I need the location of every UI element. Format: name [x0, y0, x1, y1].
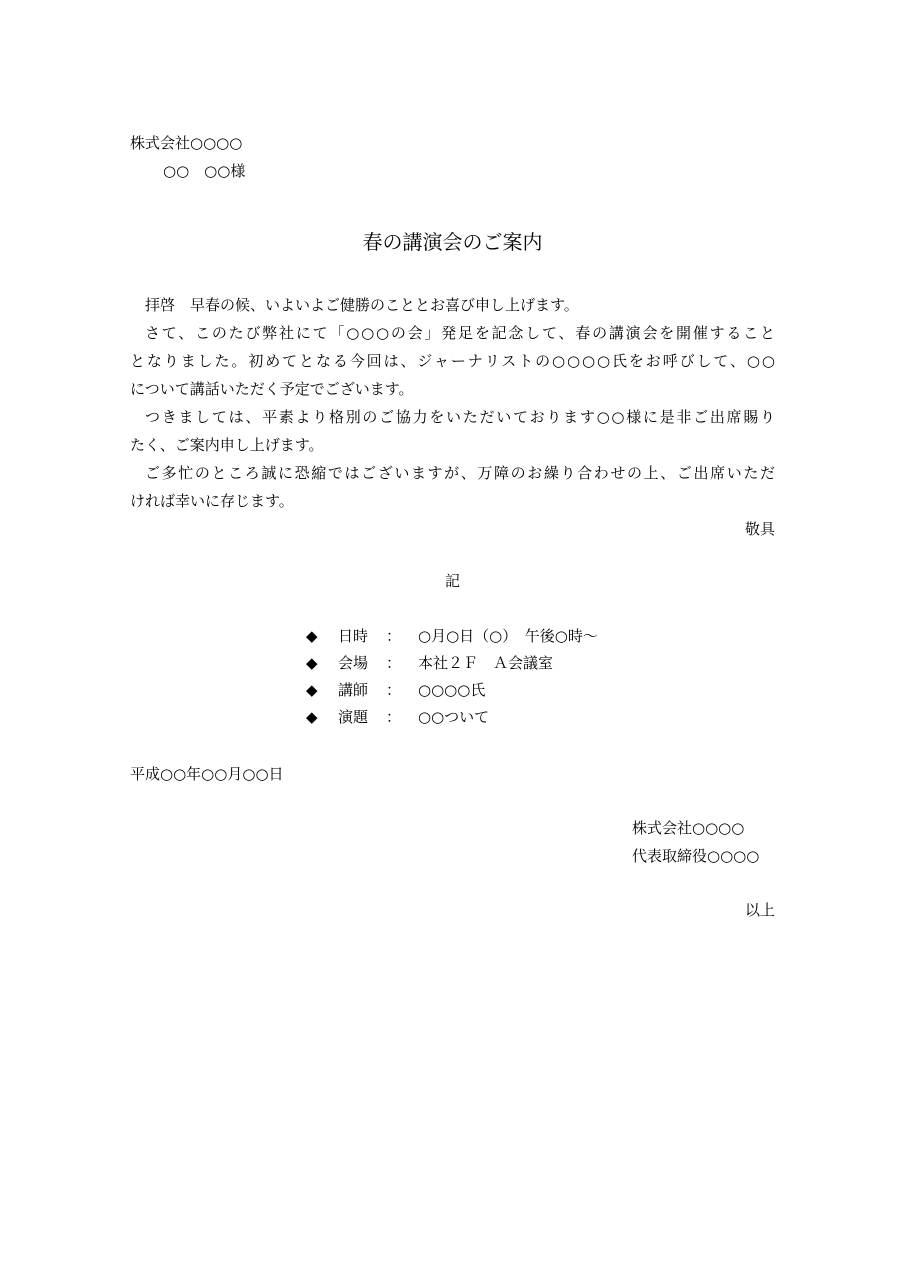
diamond-bullet-icon: ◆ — [306, 654, 318, 672]
item-value: ○○ついて — [418, 708, 490, 726]
end-mark: 以上 — [744, 901, 775, 919]
body-line-6: たく、ご案内申し上げます。 — [130, 436, 324, 454]
body-line-5: つきましては、平素より格別のご協力をいただいております○○様に是非ご出席賜り — [145, 408, 775, 426]
ki-heading: 記 — [444, 572, 460, 590]
body-line-3: となりました。初めてとなる今回は、ジャーナリストの○○○○氏をお呼びして、○○ — [130, 352, 775, 370]
body-line-7: ご多忙のところ誠に恐縮ではございますが、万障のお繰り合わせの上、ご出席いただ — [145, 464, 775, 482]
document-title: 春の講演会のご案内 — [362, 230, 543, 254]
item-value: ○○○○氏 — [418, 681, 486, 699]
item-colon: ： — [386, 654, 402, 672]
item-colon: ： — [386, 708, 402, 726]
sender-representative: 代表取締役○○○○ — [632, 847, 760, 865]
body-line-1: 拝啓 早春の候、いよいよご健勝のこととお喜び申し上げます。 — [145, 296, 579, 314]
recipient-person: ○○ ○○様 — [163, 162, 246, 180]
recipient-company: 株式会社○○○○ — [130, 134, 243, 152]
item-label: 演題 — [338, 708, 369, 726]
item-label: 日時 — [338, 627, 369, 645]
item-colon: ： — [386, 681, 402, 699]
body-line-2: さて、このたび弊社にて「○○○の会」発足を記念して、春の講演会を開催すること — [145, 324, 775, 342]
diamond-bullet-icon: ◆ — [306, 627, 318, 645]
letter-date: 平成○○年○○月○○日 — [130, 765, 284, 783]
item-colon: ： — [386, 627, 402, 645]
item-value: 本社２Ｆ Ａ会議室 — [418, 654, 554, 672]
diamond-bullet-icon: ◆ — [306, 708, 318, 726]
body-line-8: ければ幸いに存じます。 — [130, 492, 294, 510]
item-value: ○月○日（○） 午後○時～ — [418, 627, 598, 645]
item-label: 講師 — [338, 681, 369, 699]
item-label: 会場 — [338, 654, 369, 672]
diamond-bullet-icon: ◆ — [306, 681, 318, 699]
closing-keigu: 敬具 — [744, 520, 775, 538]
sender-company: 株式会社○○○○ — [632, 819, 745, 837]
body-line-4: について講話いただく予定でございます。 — [130, 380, 414, 398]
